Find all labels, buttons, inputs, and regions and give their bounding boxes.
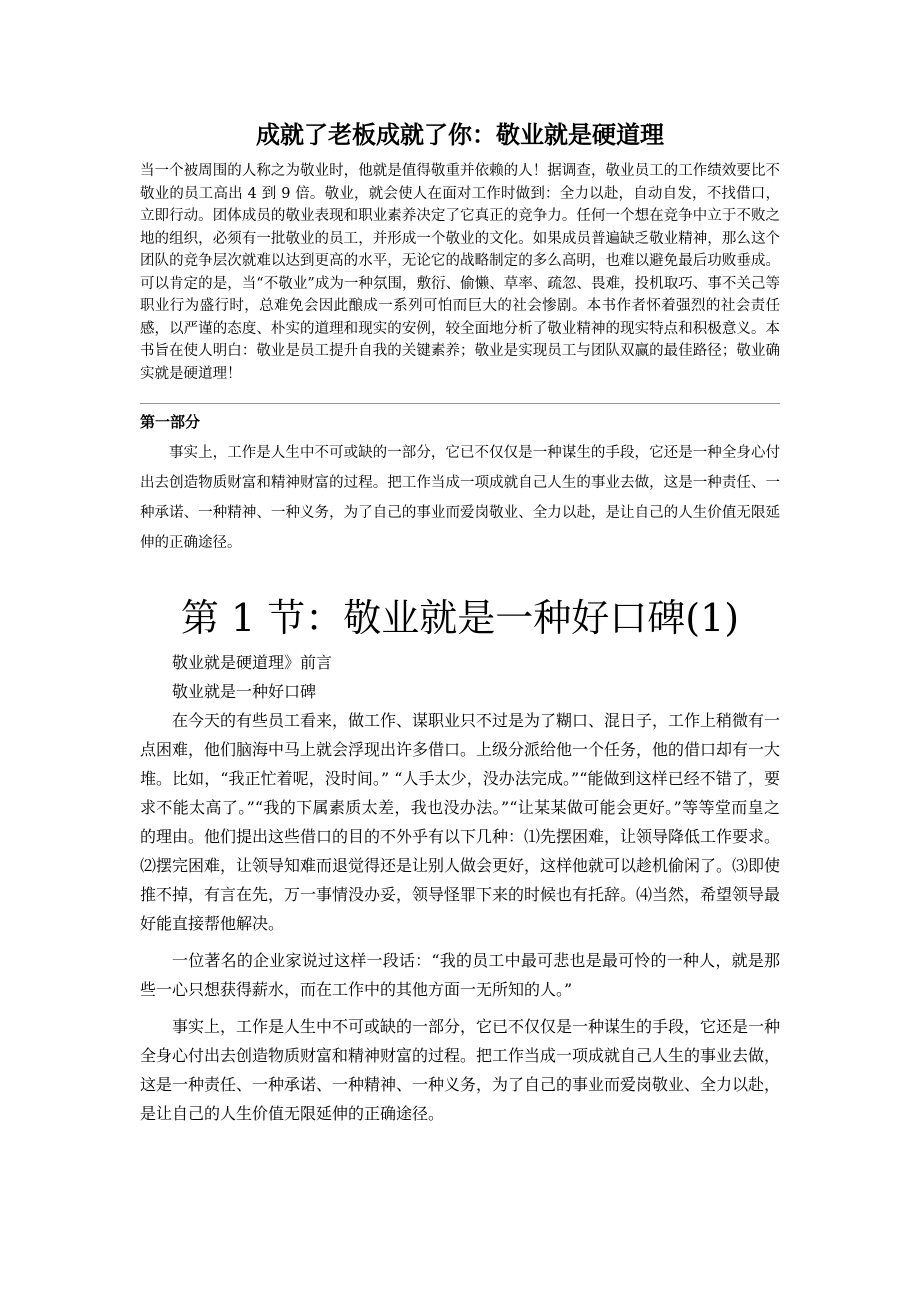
section-body bbox=[140, 648, 780, 1128]
body-paragraph: 在今天的有些员工看来，做工作、谋职业只不过是为了糊口、混日子，工作上稍微有一点困难，他们脑海中马上就会浮现出许多借口。上级分派给他一个任务，他的借口却有一大堆。比如，“我正忙着呢，没时间。” “人手太少，没办法完成。”“能做到这样已经不错了，要求不能太高了。”“我的下属素质太差，我也没办法。”“让某某做可能会更好。”等等堂而皇之的理由。他们提出这些借口的目的不外乎有以下几种：⑴先摆困难，让领导降低工作要求。⑵摆完困难，让领导知难而退觉得还是让别人做会更好，这样他就可以趁机偷闲了。⑶即使推不掉，有言在先，万一事情没办妥，领导怪罪下来的时候也有托辞。⑷当然，希望领导最好能直接帮他解决。 bbox=[140, 711, 781, 933]
part-heading: 第一部分 bbox=[140, 413, 201, 431]
preface-line: 敬业就是硬道理》前言 bbox=[172, 653, 333, 672]
subtitle-line: 敬业就是一种好口碑 bbox=[172, 682, 317, 701]
summary-divider bbox=[140, 403, 780, 404]
document-title: 成就了老板成就了你：敬业就是硬道理 bbox=[256, 121, 664, 149]
body-paragraph: 事实上，工作是人生中不可或缺的一部分，它已不仅仅是一种谋生的手段，它还是一种全身心付出去创造物质财富和精神财富的过程。把工作当成一项成就自己人生的事业去做，这是一种责任、一种承诺、一种精神、一种义务，为了自己的事业而爱岗敬业、全力以赴，是让自己的人生价值无限延伸的正确途径。 bbox=[140, 1017, 781, 1123]
book-summary: 当一个被周围的人称之为敬业时，他就是值得敬重并依赖的人！据调查，敬业员工的工作绩效要比不敬业的员工高出 4 到 9 倍。敬业，就会使人在面对工作时做到：全力以赴，自动自发，不找借口，立即行动。团体成员的敬业表现和职业素养决定了它真正的竞争力。任何一个想在竞争中立于不败之地的组织，必须有一批敬业的员工，并形成一个敬业的文化。如果成员普遍缺乏敬业精神，那么这个团队的竞争层次就难以达到更高的水平，无论它的战略制定的多么高明，也难以避免最后功败垂成。可以肯定的是，当“不敬业”成为一种氛围，敷衍、偷懒、草率、疏忽、畏难，投机取巧、事不关己等职业行为盛行时，总难免会因此酿成一系列可怕而巨大的社会惨剧。本书作者怀着强烈的社会责任感，以严谨的态度、朴实的道理和现实的安例，较全面地分析了敬业精神的现实特点和积极意义。本书旨在使人明白：敬业是员工提升自我的关键素养；敬业是实现员工与团队双赢的最佳路径；敬业确实就是硬道理！ bbox=[140, 163, 780, 382]
body-paragraph: 一位著名的企业家说过这样一段话：“我的员工中最可悲也是最可怜的一种人，就是那些一心只想获得薪水，而在工作中的其他方面一无所知的人。” bbox=[140, 951, 780, 999]
part-intro: 事实上，工作是人生中不可或缺的一部分，它已不仅仅是一种谋生的手段，它还是一种全身心付出去创造物质财富和精神财富的过程。把工作当成一项成就自己人生的事业去做，这是一种责任、一种承诺、一种精神、一种义务，为了自己的事业而爱岗敬业、全力以赴，是让自己的人生价值无限延伸的正确途径。 bbox=[140, 445, 780, 551]
section-title: 第 1 节：敬业就是一种好口碑(1) bbox=[180, 596, 740, 640]
